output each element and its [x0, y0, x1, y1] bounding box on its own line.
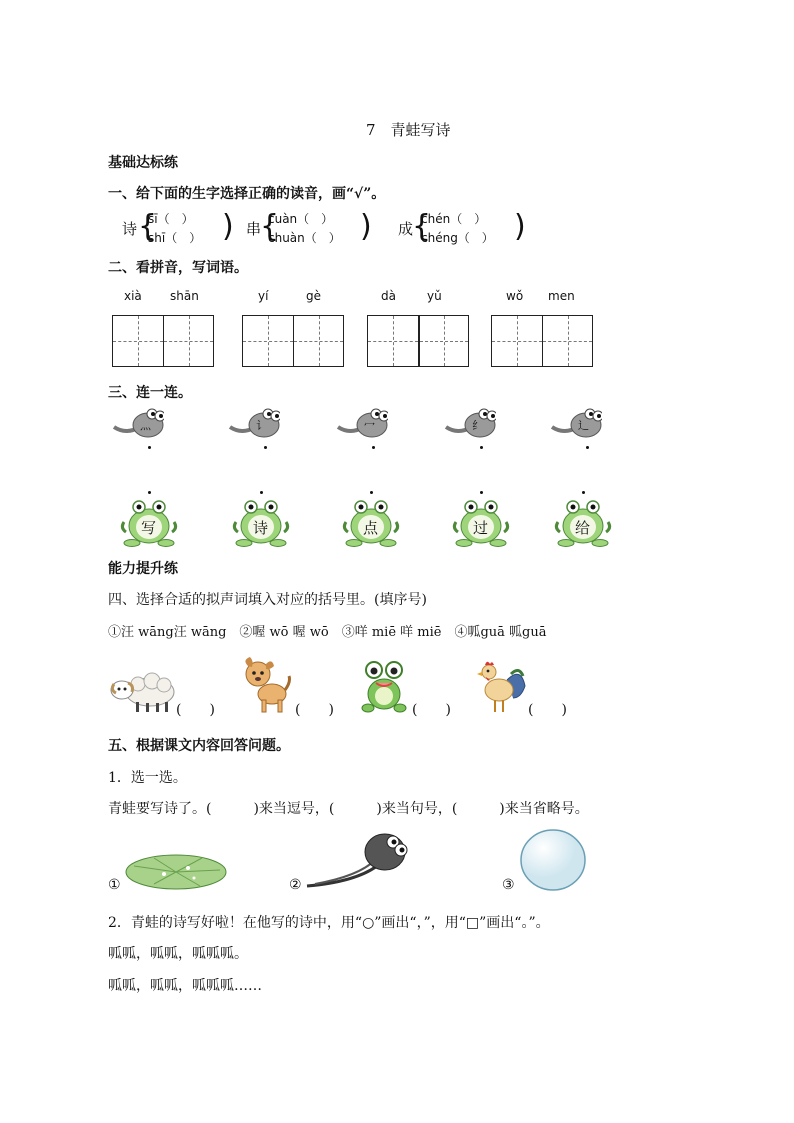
- pic-label: ③: [502, 877, 515, 893]
- connect-dot[interactable]: [148, 446, 151, 449]
- connect-dot[interactable]: [264, 446, 267, 449]
- connect-dot[interactable]: [372, 446, 375, 449]
- right-paren-icon: ): [514, 209, 526, 244]
- pinyin: shān: [170, 289, 199, 303]
- frog-character: 点: [363, 519, 379, 537]
- tadpole-item[interactable]: [550, 405, 602, 443]
- q1-char: 成: [398, 220, 414, 238]
- q4-heading: 四、选择合适的拟声词填入对应的括号里。(填序号): [108, 592, 427, 608]
- frog-item[interactable]: [554, 498, 612, 552]
- writing-grid[interactable]: [491, 315, 593, 367]
- frog-character: 过: [473, 519, 489, 537]
- answer-blank[interactable]: ( ): [295, 702, 334, 718]
- q5-sub2: 2．青蛙的诗写好啦！在他写的诗中，用“○”画出“，”，用“□”画出“。”。: [108, 915, 550, 931]
- q3-heading: 三、连一连。: [108, 385, 192, 401]
- q1-option[interactable]: sī（ ）: [148, 212, 194, 226]
- bubble-icon: [519, 828, 587, 892]
- q5-sub1: 1．选一选。: [108, 770, 187, 786]
- frog-item[interactable]: [120, 498, 178, 552]
- connect-dot[interactable]: [370, 491, 373, 494]
- tadpole-radical: 冖: [364, 419, 375, 432]
- tadpole-radical: 辶: [578, 419, 589, 432]
- right-paren-icon: ): [360, 209, 372, 244]
- q1-option[interactable]: chéng（ ）: [421, 231, 494, 245]
- frog-item[interactable]: [342, 498, 400, 552]
- answer-blank[interactable]: ( ): [528, 702, 567, 718]
- left-brace-icon: {: [260, 209, 280, 244]
- q1-char: 诗: [122, 220, 138, 238]
- writing-grid[interactable]: [242, 315, 344, 367]
- tadpole-radical: 灬: [140, 419, 151, 432]
- pinyin: wǒ: [506, 289, 524, 303]
- frog-item[interactable]: [232, 498, 290, 552]
- pinyin: yí: [258, 289, 269, 303]
- q5-sentence: 青蛙要写诗了。( )来当逗号，( )来当句号，( )来当省略号。: [108, 801, 589, 817]
- q1-heading: 一、给下面的生字选择正确的读音，画“√”。: [108, 186, 386, 202]
- frog-character: 诗: [253, 519, 269, 537]
- q1-char: 串: [246, 220, 262, 238]
- section-basic: 基础达标练: [108, 155, 178, 171]
- pinyin: xià: [124, 289, 142, 303]
- right-paren-icon: ): [222, 209, 234, 244]
- pinyin: gè: [306, 289, 321, 303]
- frog-character: 写: [141, 519, 157, 537]
- answer-blank[interactable]: ( ): [176, 702, 215, 718]
- poem-line-2: 呱呱，呱呱，呱呱呱……: [108, 978, 262, 994]
- tadpole-item[interactable]: [228, 405, 280, 443]
- pinyin: yǔ: [427, 289, 442, 303]
- left-brace-icon: {: [138, 209, 158, 244]
- q4-options: ①汪 wāng汪 wāng ②喔 wō 喔 wō ③咩 miē 咩 miē ④呱guā 呱guā: [108, 625, 547, 640]
- writing-grid[interactable]: [367, 315, 469, 367]
- tadpole-icon: [336, 405, 388, 439]
- frog-icon: [360, 660, 408, 714]
- tadpole-item[interactable]: [444, 405, 496, 443]
- tadpole-icon: [228, 405, 280, 439]
- rooster-icon: [477, 660, 527, 714]
- q1-option[interactable]: chuàn（ ）: [268, 231, 341, 245]
- sheep-icon: [108, 670, 176, 714]
- tadpole-icon: [550, 405, 602, 439]
- answer-blank[interactable]: ( ): [412, 702, 451, 718]
- pic-label: ②: [289, 877, 302, 893]
- tadpole-icon: [305, 826, 409, 890]
- connect-dot[interactable]: [480, 491, 483, 494]
- q1-option[interactable]: chén（ ）: [421, 212, 487, 226]
- writing-grid[interactable]: [112, 315, 214, 367]
- pinyin: men: [548, 289, 575, 303]
- q1-option[interactable]: cuàn（ ）: [268, 212, 334, 226]
- connect-dot[interactable]: [148, 491, 151, 494]
- connect-dot[interactable]: [582, 491, 585, 494]
- connect-dot[interactable]: [480, 446, 483, 449]
- page-title: 7 青蛙写诗: [366, 121, 451, 139]
- tadpole-item[interactable]: [112, 405, 164, 443]
- tadpole-icon: [444, 405, 496, 439]
- tadpole-radical: 讠: [256, 419, 267, 432]
- frog-character: 给: [575, 519, 591, 537]
- tadpole-radical: 纟: [472, 419, 483, 432]
- frog-item[interactable]: [452, 498, 510, 552]
- q2-heading: 二、看拼音，写词语。: [108, 260, 248, 276]
- q1-option[interactable]: shī（ ）: [148, 231, 202, 245]
- lotus-leaf-icon: [124, 852, 228, 892]
- tadpole-icon: [112, 405, 164, 439]
- dog-icon: [240, 656, 292, 714]
- pinyin: dà: [381, 289, 396, 303]
- connect-dot[interactable]: [586, 446, 589, 449]
- tadpole-item[interactable]: [336, 405, 388, 443]
- pic-label: ①: [108, 877, 121, 893]
- q5-heading: 五、根据课文内容回答问题。: [108, 738, 290, 754]
- poem-line-1: 呱呱，呱呱，呱呱呱。: [108, 946, 248, 962]
- connect-dot[interactable]: [260, 491, 263, 494]
- left-brace-icon: {: [412, 209, 432, 244]
- section-improve: 能力提升练: [108, 561, 178, 577]
